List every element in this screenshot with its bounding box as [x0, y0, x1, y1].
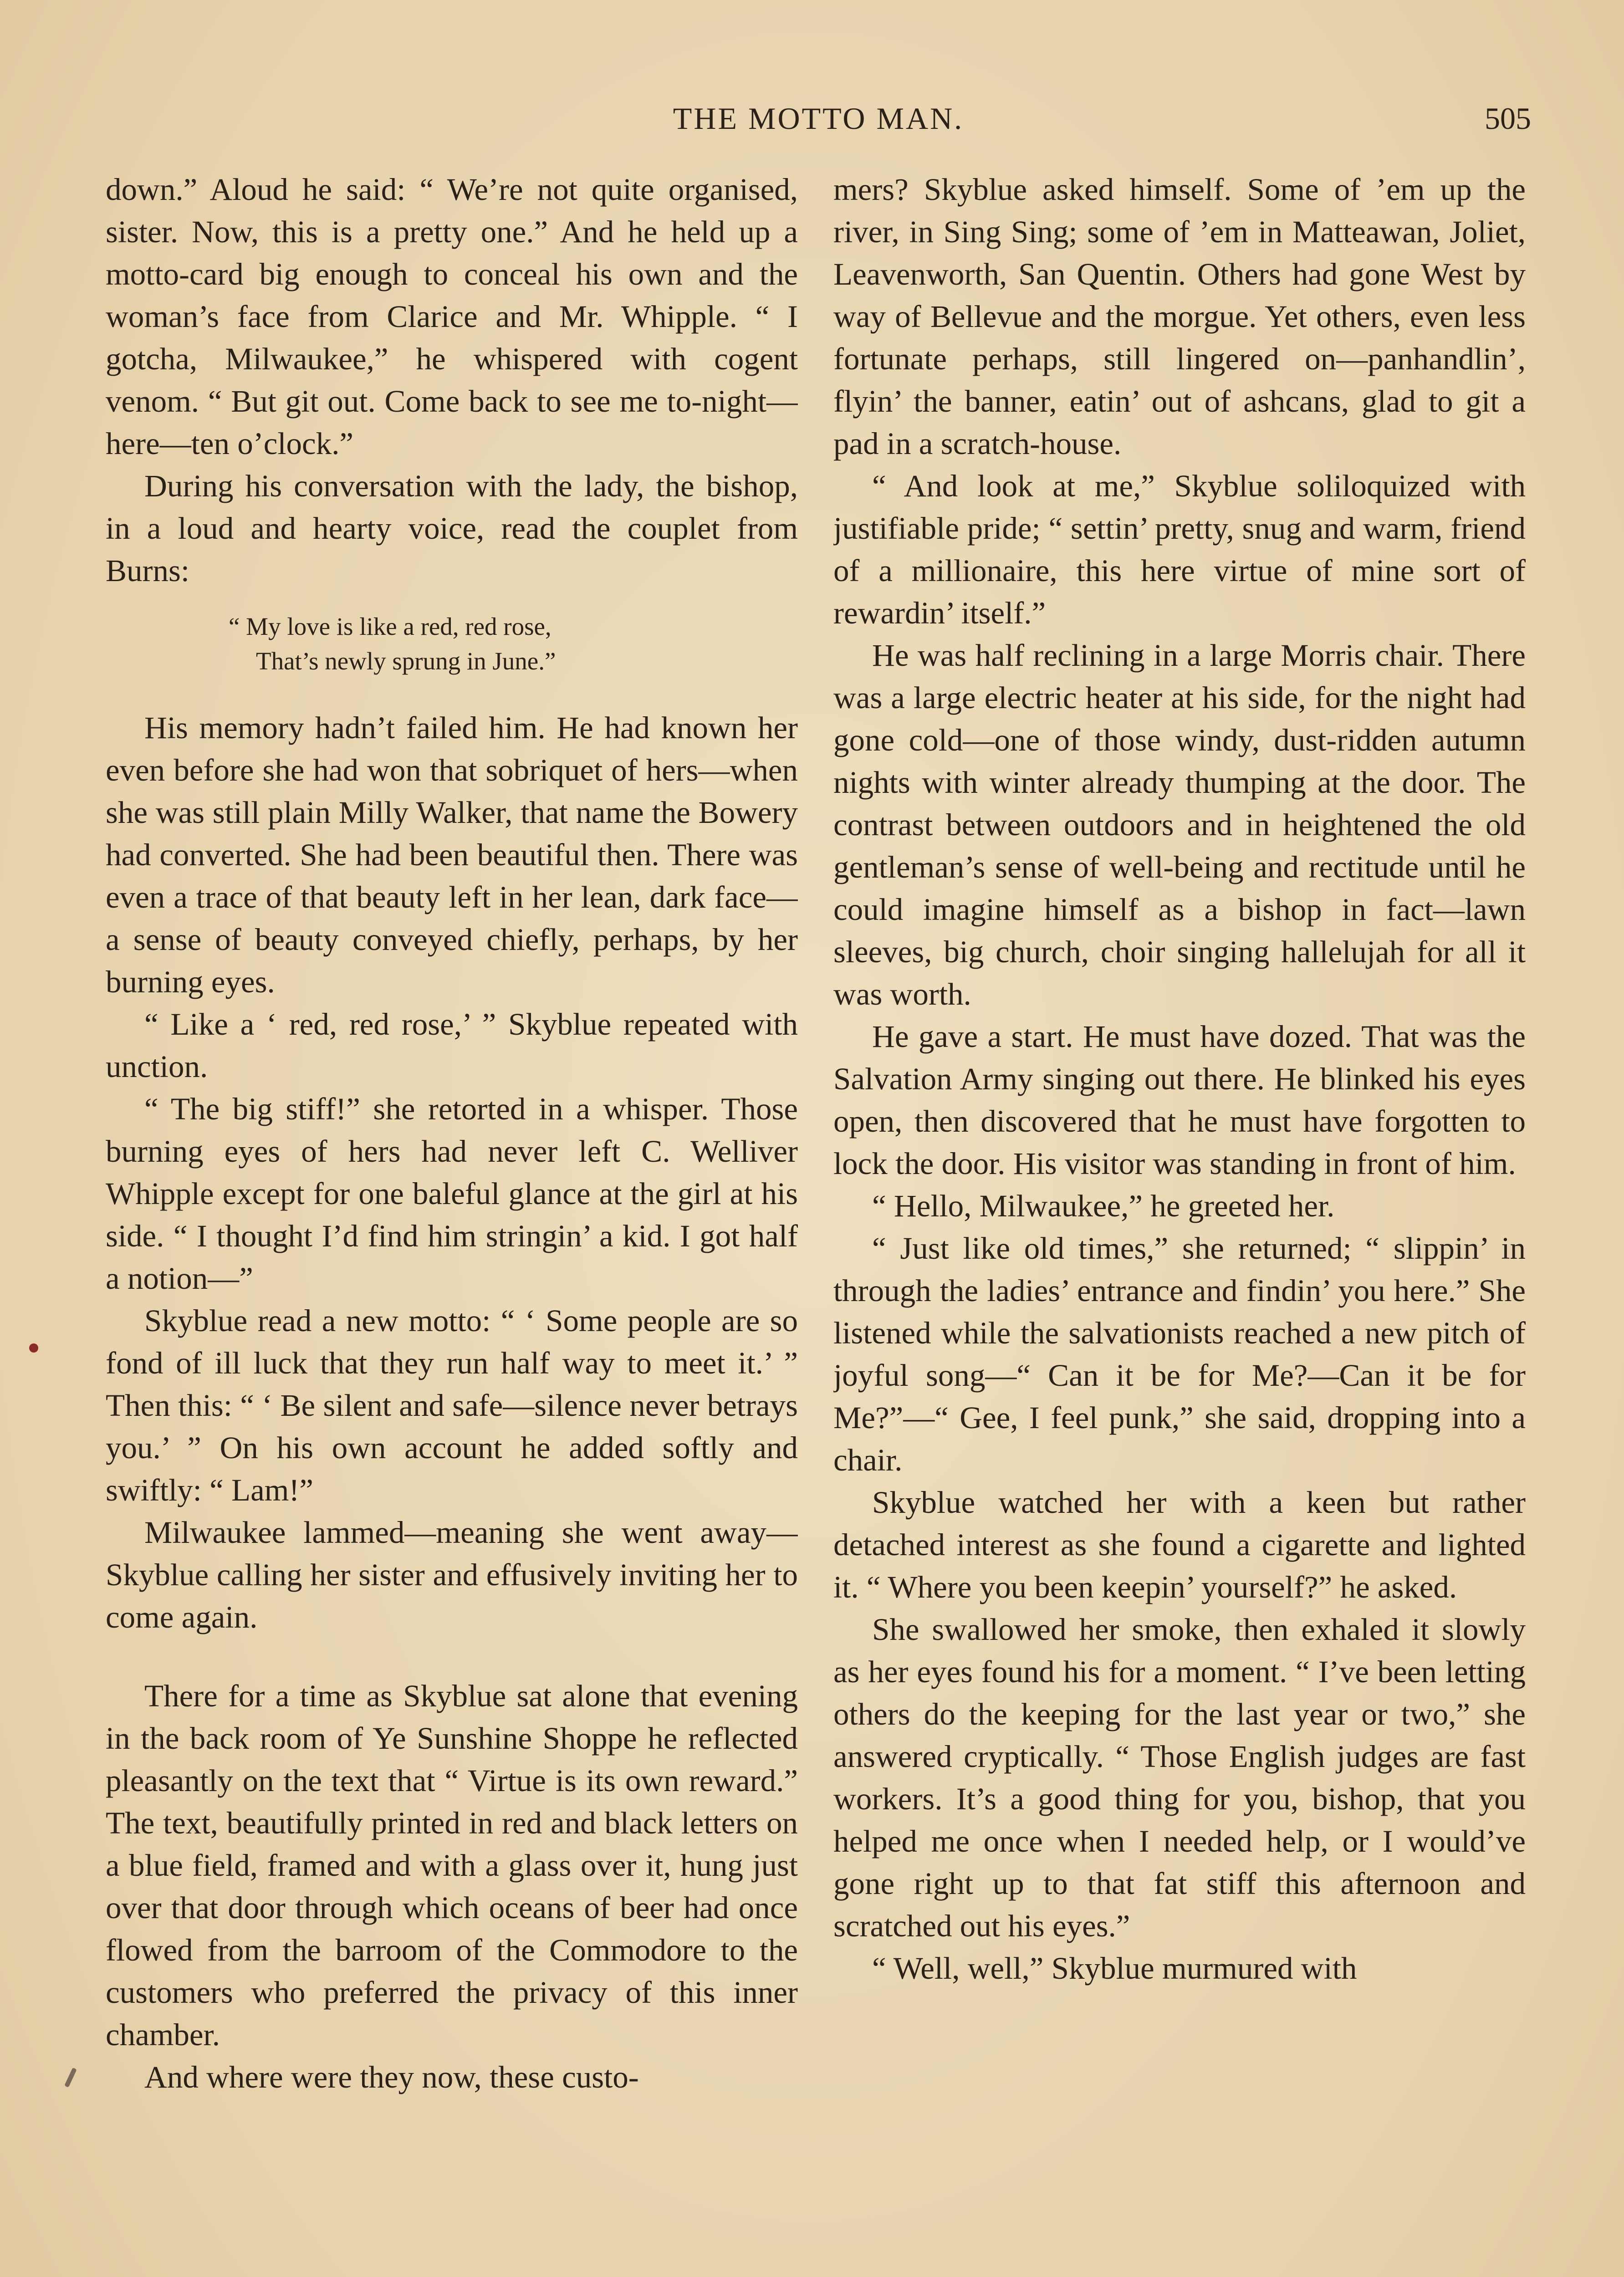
paragraph: Skyblue read a new motto: “ ‘ Some people are so fond of ill luck that they run half way to meet it.’ ” Then this: “ ‘ Be silent and safe—silence never betrays you.’ ” On his own account he added softly and swiftly: “ Lam!” [106, 1303, 798, 1507]
paragraph: “ The big stiff!” she retorted in a whisper. Those burning eyes of hers had never left C. Welliver Whipple except for one baleful glance at the girl at his side. “ I thought I’d find him stringin’ a kid. I got half a notion—” [106, 1092, 798, 1296]
poem-line: That’s newly sprung in June.” [256, 647, 556, 675]
paragraph: His memory hadn’t failed him. He had known her even before she had won that sobriquet of hers—when she was still plain Milly Walker, that name the Bowery had converted. She had been beautiful then. There was even a trace of that beauty left in her lean, dark face—a sense of beauty conveyed chiefly, perhaps, by her burning eyes. [106, 710, 798, 999]
paragraph: And where were they now, these custo- [144, 2060, 639, 2094]
ink-dot-mark [29, 1343, 38, 1353]
paragraph: During his conversation with the lady, the bishop, in a loud and hearty voice, read the couplet from Burns: [106, 469, 798, 588]
page-header [106, 93, 1531, 143]
paragraph: down.” Aloud he said: “ We’re not quite organised, sister. Now, this is a pretty one.” And he held up a motto-card big enough to conceal his own and the woman’s face from Clarice and Mr. Whipple. “ I gotcha, Milwaukee,” he whispered with cogent venom. “ But git out. Come back to see me to-night—here—ten o’clock.” [106, 172, 798, 461]
paragraph: Skyblue watched her with a keen but rather detached interest as she found a cigarette and lighted it. “ Where you been keepin’ yourself?” he asked. [833, 1485, 1526, 1604]
right-column [833, 168, 1526, 2277]
paragraph: He gave a start. He must have dozed. That was the Salvation Army singing out there. He blinked his eyes open, then discovered that he must have forgotten to lock the door. His visitor was standing in front of him. [833, 1019, 1526, 1181]
paragraph: “ Hello, Milwaukee,” he greeted her. [872, 1189, 1335, 1223]
pencil-tick-mark [64, 2068, 77, 2088]
paragraph: mers? Skyblue asked himself. Some of ’em up the river, in Sing Sing; some of ’em in Matteawan, Joliet, Leavenworth, San Quentin. Others had gone West by way of Bellevue and the morgue. Yet others, even less fortunate perhaps, still lingered on—panhandlin’, flyin’ the banner, eatin’ out of ashcans, glad to git a pad in a scratch-house. [833, 172, 1526, 461]
paragraph: “ Just like old times,” she returned; “ slippin’ in through the ladies’ entrance and findin’ you here.” She listened while the salvationists reached a new pitch of joyful song—“ Can it be for Me?—Can it be for Me?”—“ Gee, I feel punk,” she said, dropping into a chair. [833, 1231, 1526, 1477]
paragraph: He was half reclining in a large Morris chair. There was a large electric heater at his side, for the night had gone cold—one of those windy, dust-ridden autumn nights with winter already thumping at the door. The contrast between outdoors and in heightened the old gentleman’s sense of well-being and rectitude until he could imagine himself as a bishop in fact—lawn sleeves, big church, choir singing hallelujah for all it was worth. [833, 638, 1526, 1011]
running-title: THE MOTTO MAN. [673, 101, 964, 136]
paragraph: There for a time as Skyblue sat alone that evening in the back room of Ye Sunshine Shoppe he reflected pleasantly on the text that “ Virtue is its own reward.” The text, beautifully printed in red and black letters on a blue field, framed and with a glass over it, hung just over that door through which oceans of beer had once flowed from the barroom of the Commodore to the customers who preferred the privacy of this inner chamber. [106, 1679, 798, 2052]
paragraph: She swallowed her smoke, then exhaled it slowly as her eyes found his for a moment. “ I’ve been letting others do the keeping for the last year or two,” she answered cryptically. “ Those English judges are fast workers. It’s a good thing for you, bishop, that you helped me once when I needed help, or I would’ve gone right up to that fat stiff this afternoon and scratched out his eyes.” [833, 1612, 1526, 1943]
paragraph: “ Like a ‘ red, red rose,’ ” Skyblue repeated with unction. [106, 1007, 798, 1084]
paragraph: “ And look at me,” Skyblue soliloquized with justifiable pride; “ settin’ pretty, snug and warm, friend of a millionaire, this here virtue of mine sort of rewardin’ itself.” [833, 469, 1526, 630]
poem-line: “ My love is like a red, red rose, [229, 613, 552, 640]
poem-couplet [106, 609, 798, 679]
page-number: 505 [1485, 101, 1531, 136]
paragraph: “ Well, well,” Skyblue murmured with [872, 1951, 1357, 1986]
left-column [106, 168, 798, 2277]
paragraph: Milwaukee lammed—meaning she went away—Skyblue calling her sister and effusively inviting her to come again. [106, 1515, 798, 1634]
